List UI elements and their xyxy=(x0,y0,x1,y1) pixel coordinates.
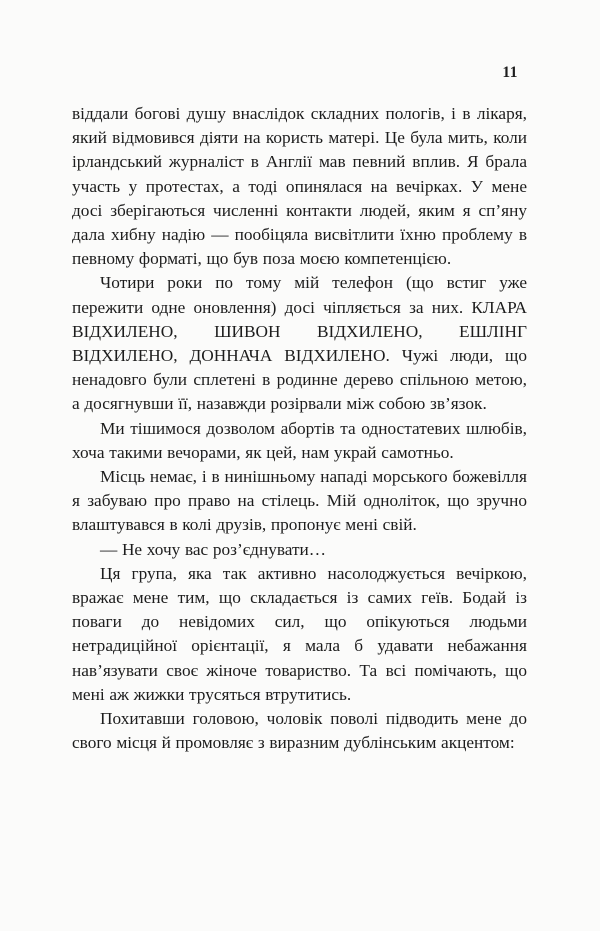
paragraph: Похитавши головою, чоловік поволі підводить мене до свого місця й промовляє з виразним дублінським акцентом: xyxy=(72,709,527,753)
paragraph: Ми тішимося дозволом абортів та одностатевих шлюбів, хоча такими вечорами, як цей, нам украй самотньо. xyxy=(72,418,527,462)
page-text xyxy=(72,102,527,755)
paragraph: Ця група, яка так активно насолоджується вечіркою, вражає мене тим, що складається із самих геїв. Бодай із поваги до невідомих сил, що опікуються людьми нетрадиційної орієнтації, я мала б удавати небажання нав’язувати своє жіноче товариство. Та всі помічають, що мені аж жижки трусяться втрутитись. xyxy=(72,563,527,704)
paragraph: Місць немає, і в нинішньому нападі морського божевілля я забуваю про право на стілець. Мій одноліток, що зручно влаштувався в колі друзів, пропонує мені свій. xyxy=(72,467,527,535)
paragraph: Чотири роки по тому мій телефон (що встиг уже пережити одне оновлення) досі чіпляється за них. КЛАРА ВІДХИЛЕНО, ШИВОН ВІДХИЛЕНО, ЕШЛІНГ ВІДХИЛЕНО, ДОННАЧА ВІДХИЛЕНО. Чужі люди, що ненадовго були сплетені в родинне дерево спільною метою, а досягнувши її, назавжди розірвали між собою зв’язок. xyxy=(72,273,527,414)
page-number: 11 xyxy=(502,64,518,81)
paragraph-dialogue: — Не хочу вас роз’єднувати… xyxy=(100,539,327,559)
paragraph: віддали богові душу внаслідок складних пологів, і в лікаря, який відмовився діяти на користь матері. Це була мить, коли ірландський журналіст в Англії мав певний вплив. Я брала участь у протестах, а тоді опинялася на вечірках. У мене досі зберігаються численні контакти людей, яким я сп’яну дала хибну надію — пообіцяла висвітлити їхню проблему в певному форматі, що був поза моєю компетенцією. xyxy=(72,104,527,269)
